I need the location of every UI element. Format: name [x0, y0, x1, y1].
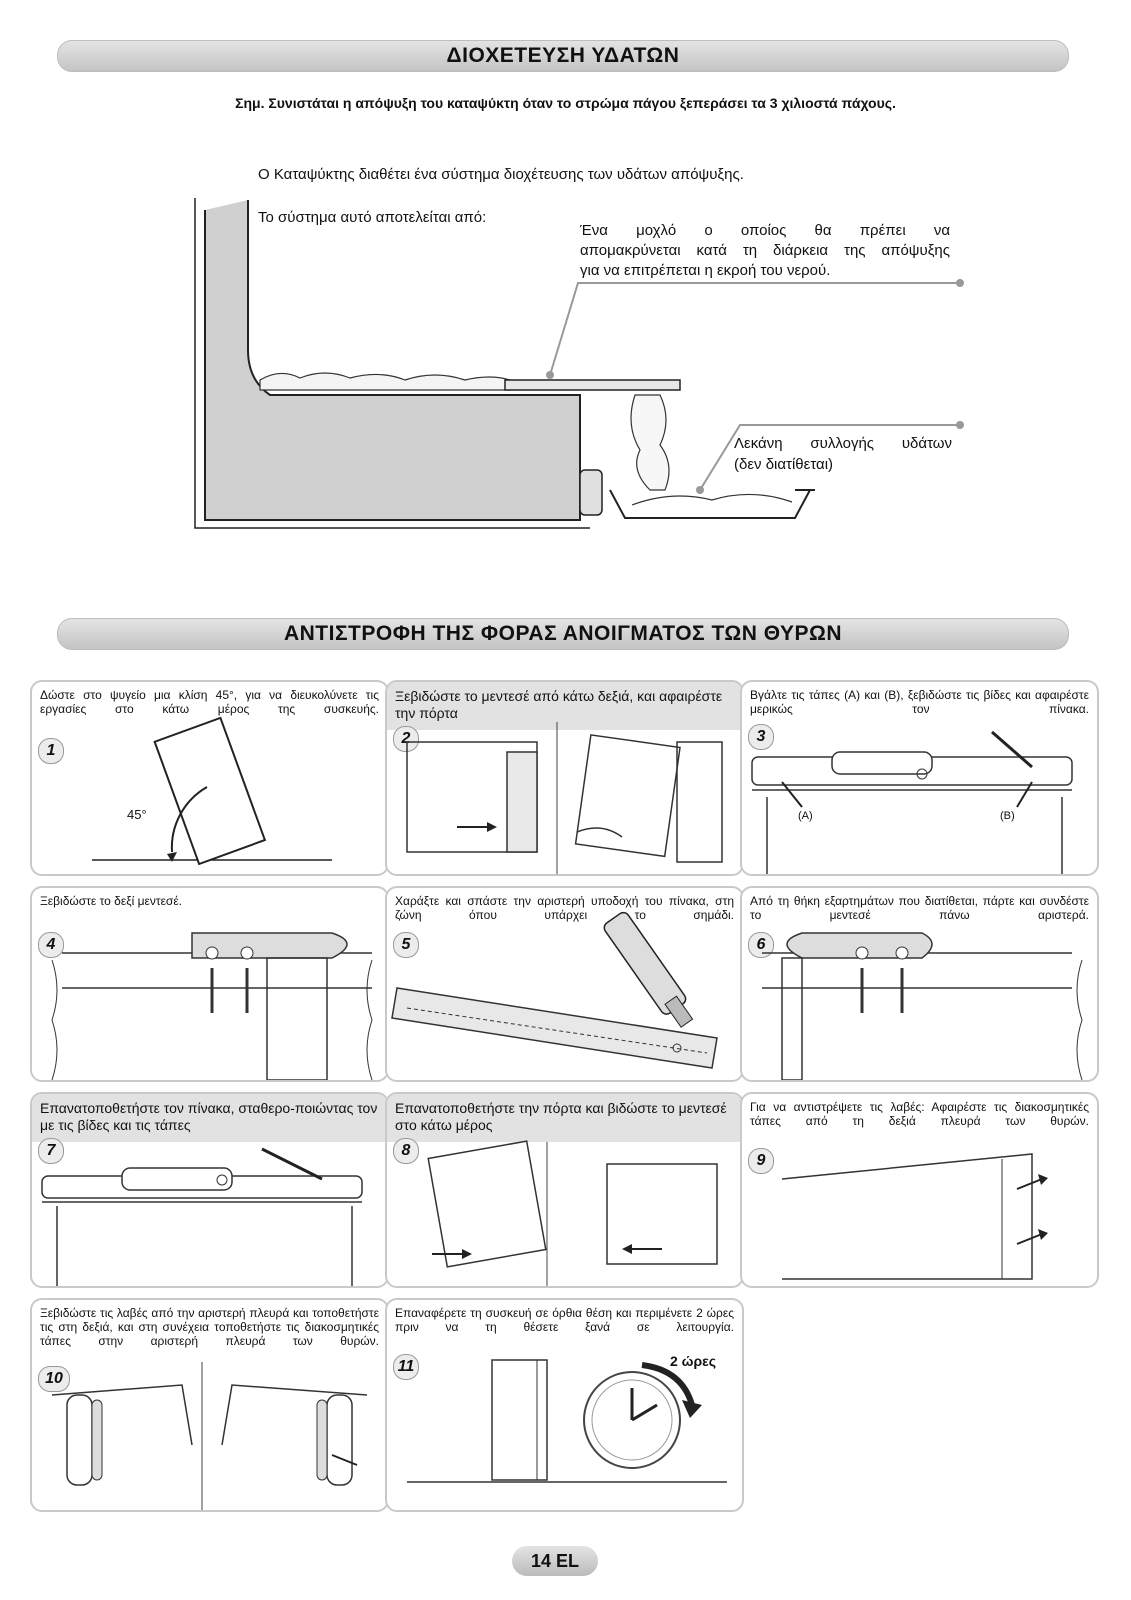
basin-desc-line1: Λεκάνη συλλογής υδάτων	[734, 435, 952, 452]
step-2-text: Ξεβιδώστε το μεντεσέ από κάτω δεξιά, και αφαιρέστε την πόρτα	[395, 688, 723, 721]
drainage-intro: Ο Καταψύκτης διαθέτει ένα σύστημα διοχέτευσης των υδάτων απόψυξης.	[258, 166, 744, 183]
step-6-number: 6	[748, 932, 774, 958]
page-number: 14 EL	[512, 1546, 598, 1576]
step-3-number: 3	[748, 724, 774, 750]
step-8-number: 8	[393, 1138, 419, 1164]
section-title-water-drainage: ΔΙΟΧΕΤΕΥΣΗ ΥΔΑΤΩΝ	[57, 40, 1069, 72]
step-11-panel	[385, 1298, 744, 1512]
step-9-number: 9	[748, 1148, 774, 1174]
step-1-text: Δώστε στο ψυγείο μια κλίση 45°, για να διευκολύνετε τις εργασίες στο κάτω μέρος της συσκευής.	[40, 688, 379, 716]
label-a: (A)	[798, 810, 813, 822]
step-6-panel	[740, 886, 1099, 1082]
system-consists-of: Το σύστημα αυτό αποτελείται από:	[258, 209, 487, 226]
step-7-number: 7	[38, 1138, 64, 1164]
step-7-text: Επανατοποθετήστε τον πίνακα, σταθερο-ποιώντας τον με τις βίδες και τις τάπες	[40, 1100, 378, 1133]
defrost-note: Σημ. Συνιστάται η απόψυξη του καταψύκτη όταν το στρώμα πάγου ξεπεράσει τα 3 χιλιοστά πάχους.	[235, 95, 896, 111]
basin-desc-line2: (δεν διατίθεται)	[734, 456, 834, 473]
angle-label: 45°	[127, 807, 147, 822]
step-1-number: 1	[38, 738, 64, 764]
step-8-panel	[385, 1092, 744, 1288]
label-b: (B)	[1000, 810, 1015, 822]
step-7-panel	[30, 1092, 389, 1288]
plug-desc-line2: απομακρύνεται κατά τη διάρκεια της απόψυξης	[580, 242, 950, 259]
step-4-text: Ξεβιδώστε το δεξί μεντεσέ.	[40, 894, 183, 908]
plug-desc-line1: Ένα μοχλό ο οποίος θα πρέπει να	[580, 222, 950, 239]
step-10-panel	[30, 1298, 389, 1512]
two-hours-label: 2 ώρες	[670, 1353, 717, 1369]
step-4-panel	[30, 886, 389, 1082]
step-11-number: 11	[393, 1354, 419, 1380]
section-title-door-reversal: ΑΝΤΙΣΤΡΟΦΗ ΤΗΣ ΦΟΡΑΣ ΑΝΟΙΓΜΑΤΟΣ ΤΩΝ ΘΥΡΩΝ	[57, 618, 1069, 650]
drainage-diagram	[0, 0, 1131, 560]
step-3-panel	[740, 680, 1099, 876]
step-1-panel	[30, 680, 389, 876]
step-9-panel	[740, 1092, 1099, 1288]
step-2-number: 2	[393, 726, 419, 752]
step-5-number: 5	[393, 932, 419, 958]
step-10-text: Ξεβιδώστε τις λαβές από την αριστερή πλευρά και τοποθετήστε τις στη δεξιά, και στη συνέχεια τοποθετήστε τις διακοσμητικές τάπες στην αριστερή πλευρά των θυρών.	[40, 1306, 379, 1348]
step-4-number: 4	[38, 932, 64, 958]
step-9-text: Για να αντιστρέψετε τις λαβές: Αφαιρέστε τις διακοσμητικές τάπες από τη δεξιά πλευρά των θυρών.	[750, 1100, 1089, 1128]
step-3-text: Βγάλτε τις τάπες (A) και (B), ξεβιδώστε τις βίδες και αφαιρέστε μερικώς τον πίνακα.	[750, 688, 1089, 716]
plug-desc-line3: για να επιτρέπεται η εκροή του νερού.	[580, 262, 831, 279]
step-5-panel	[385, 886, 744, 1082]
step-6-text: Από τη θήκη εξαρτημάτων που διατίθεται, πάρτε και συνδέστε το μεντεσέ πάνω αριστερά.	[750, 894, 1089, 922]
step-8-text: Επανατοποθετήστε την πόρτα και βιδώστε το μεντεσέ στο κάτω μέρος	[395, 1100, 727, 1133]
step-2-panel	[385, 680, 744, 876]
step-5-text: Χαράξτε και σπάστε την αριστερή υποδοχή του πίνακα, στη ζώνη όπου υπάρχει το σημάδι.	[395, 894, 734, 922]
step-10-number: 10	[38, 1366, 70, 1392]
step-11-text: Επαναφέρετε τη συσκευή σε όρθια θέση και περιμένετε 2 ώρες πριν να τη θέσετε ξανά σε λειτουργία.	[395, 1306, 734, 1334]
